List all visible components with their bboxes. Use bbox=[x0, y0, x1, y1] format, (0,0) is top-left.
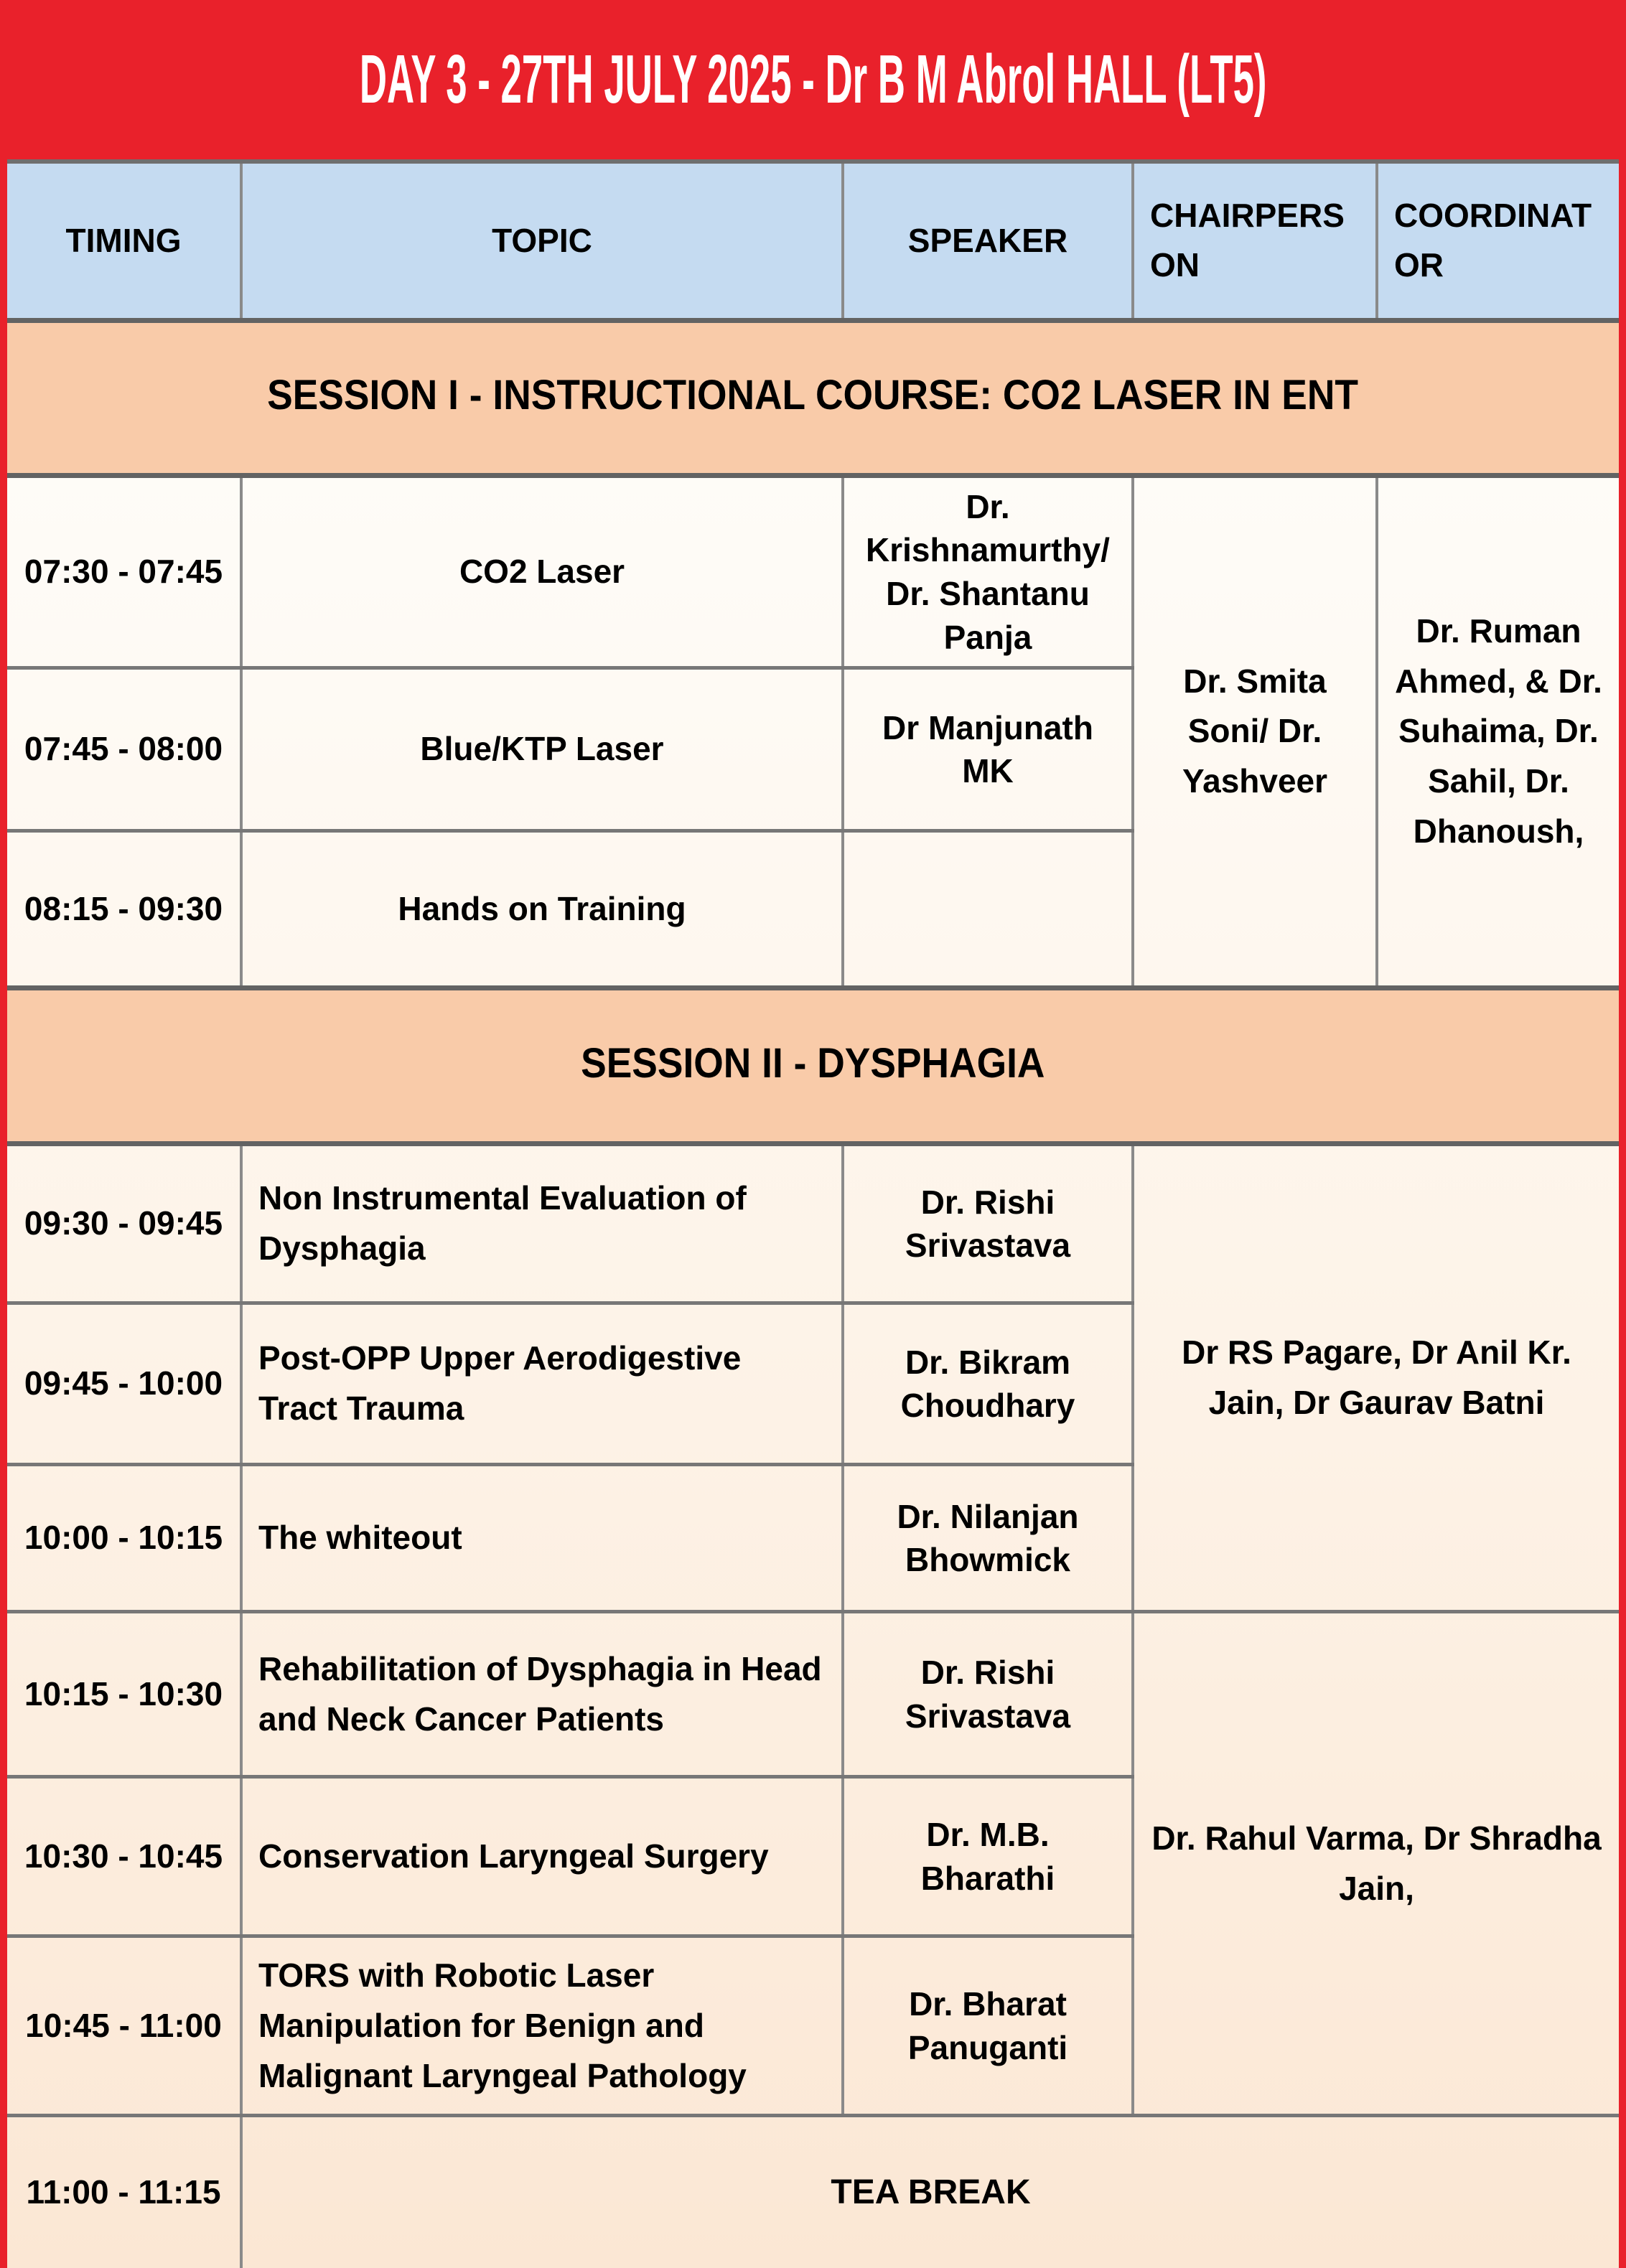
speaker-cell: Dr. Krishnamurthy/ Dr. Shantanu Panja bbox=[843, 475, 1133, 668]
timing-cell: 10:15 - 10:30 bbox=[7, 1612, 241, 1777]
speaker-cell: Dr. Bharat Panuganti bbox=[843, 1936, 1133, 2116]
timing-cell: 11:00 - 11:15 bbox=[7, 2116, 241, 2268]
topic-cell: Conservation Laryngeal Surgery bbox=[241, 1777, 843, 1936]
session1-band bbox=[7, 320, 1619, 475]
table-row bbox=[7, 1144, 1619, 1303]
header-row bbox=[7, 164, 1619, 320]
topic-cell: Non Instrumental Evaluation of Dysphagia bbox=[241, 1144, 843, 1303]
timing-cell: 07:30 - 07:45 bbox=[7, 475, 241, 668]
speaker-cell: Dr. Bikram Choudhary bbox=[843, 1303, 1133, 1465]
column-header-coordinator: COORDINATOR bbox=[1377, 164, 1619, 320]
session2-title: SESSION II - DYSPHAGIA bbox=[581, 1039, 1045, 1087]
session1-title: SESSION I - INSTRUCTIONAL COURSE: CO2 LASER IN ENT bbox=[267, 371, 1359, 418]
banner-title: DAY 3 - 27TH JULY 2025 - Dr B M Abrol HALL (LT5) bbox=[359, 41, 1267, 118]
speaker-cell: Dr. Rishi Srivastava bbox=[843, 1612, 1133, 1777]
topic-cell: Post-OPP Upper Aerodigestive Tract Trauma bbox=[241, 1303, 843, 1465]
chairperson-coordinator-cell: Dr. Rahul Varma, Dr Shradha Jain, bbox=[1133, 1612, 1619, 2116]
speaker-cell: Dr. Rishi Srivastava bbox=[843, 1144, 1133, 1303]
chairperson-cell: Dr. Smita Soni/ Dr. Yashveer bbox=[1133, 475, 1377, 988]
topic-cell: Blue/KTP Laser bbox=[241, 668, 843, 831]
session1-title-cell bbox=[7, 320, 1619, 475]
day-banner bbox=[0, 0, 1626, 159]
tea-break-label: TEA BREAK bbox=[831, 2173, 1031, 2211]
speaker-cell bbox=[843, 831, 1133, 988]
speaker-cell: Dr. M.B. Bharathi bbox=[843, 1777, 1133, 1936]
column-header-speaker: SPEAKER bbox=[843, 164, 1133, 320]
table-row bbox=[7, 475, 1619, 668]
topic-cell: Hands on Training bbox=[241, 831, 843, 988]
topic-cell: TORS with Robotic Laser Manipulation for Benign and Malignant Laryngeal Pathology bbox=[241, 1936, 843, 2116]
schedule-table bbox=[7, 164, 1619, 2268]
topic-cell: Rehabilitation of Dysphagia in Head and Neck Cancer Patients bbox=[241, 1612, 843, 1777]
timing-cell: 09:45 - 10:00 bbox=[7, 1303, 241, 1465]
column-header-chairperson: CHAIRPERSON bbox=[1133, 164, 1377, 320]
column-header-topic: TOPIC bbox=[241, 164, 843, 320]
timing-cell: 08:15 - 09:30 bbox=[7, 831, 241, 988]
topic-cell: CO2 Laser bbox=[241, 475, 843, 668]
tea-break-cell bbox=[241, 2116, 1619, 2268]
timing-cell: 10:00 - 10:15 bbox=[7, 1465, 241, 1612]
session2-band bbox=[7, 988, 1619, 1144]
speaker-cell: Dr. Nilanjan Bhowmick bbox=[843, 1465, 1133, 1612]
tea-break-row bbox=[7, 2116, 1619, 2268]
schedule-table-wrap bbox=[7, 164, 1619, 2268]
timing-cell: 10:30 - 10:45 bbox=[7, 1777, 241, 1936]
chairperson-coordinator-cell: Dr RS Pagare, Dr Anil Kr. Jain, Dr Gaurav Batni bbox=[1133, 1144, 1619, 1612]
timing-cell: 09:30 - 09:45 bbox=[7, 1144, 241, 1303]
coordinator-cell: Dr. Ruman Ahmed, & Dr. Suhaima, Dr. Sahil, Dr. Dhanoush, bbox=[1377, 475, 1619, 988]
timing-cell: 10:45 - 11:00 bbox=[7, 1936, 241, 2116]
session2-title-cell bbox=[7, 988, 1619, 1144]
topic-cell: The whiteout bbox=[241, 1465, 843, 1612]
timing-cell: 07:45 - 08:00 bbox=[7, 668, 241, 831]
table-row bbox=[7, 1612, 1619, 1777]
column-header-timing: TIMING bbox=[7, 164, 241, 320]
speaker-cell: Dr Manjunath MK bbox=[843, 668, 1133, 831]
